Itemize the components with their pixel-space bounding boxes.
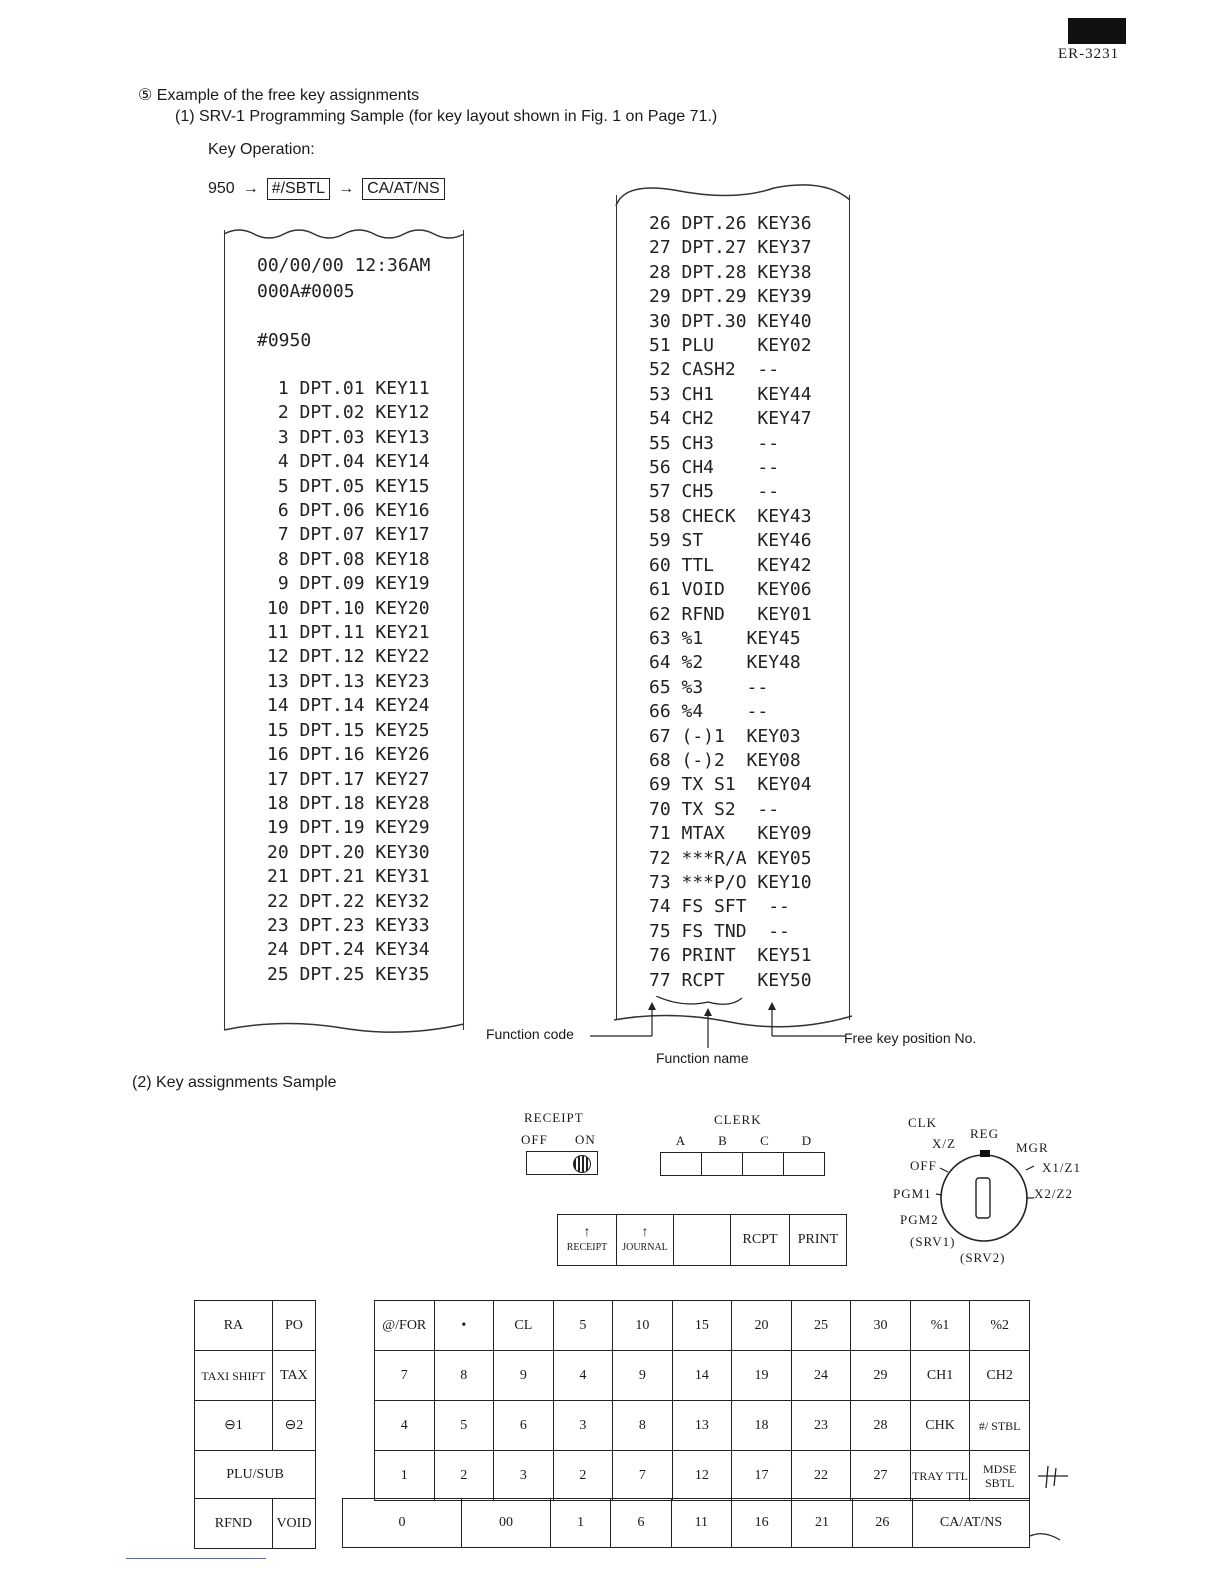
mode-pgm1: PGM1	[893, 1186, 932, 1201]
receipt-line: 29 DPT.29 KEY39	[649, 286, 812, 308]
key-po[interactable]: PO	[272, 1301, 315, 1351]
mode-key-dial[interactable]	[930, 1140, 1040, 1260]
key-ca-at-ns: CA/AT/NS	[362, 178, 445, 200]
receipt-line: 12 DPT.12 KEY22	[267, 646, 430, 668]
receipt-line: 14 DPT.14 KEY24	[267, 695, 430, 717]
receipt-line: 5 DPT.05 KEY15	[267, 475, 430, 497]
key-percent-1[interactable]: %1	[910, 1301, 970, 1351]
arrow-up-icon: ↑	[583, 1225, 591, 1240]
receipt-line: 68 (-)2 KEY08	[649, 749, 801, 771]
key-0[interactable]: 0	[343, 1499, 462, 1548]
receipt-switch-on: ON	[575, 1132, 596, 1147]
mode-reg: REG	[970, 1126, 999, 1141]
mode-off: OFF	[910, 1158, 937, 1173]
key-dept-27[interactable]: 27	[851, 1451, 911, 1501]
handwritten-mark-icon	[1034, 1462, 1074, 1492]
receipt-line: 17 DPT.17 KEY27	[267, 768, 430, 790]
keyboard-left	[194, 1300, 316, 1549]
receipt-line: 23 DPT.23 KEY33	[267, 914, 430, 936]
receipt-line: 26 DPT.26 KEY36	[649, 213, 812, 234]
key-dept-20[interactable]: 20	[732, 1301, 792, 1351]
receipt-line: 18 DPT.18 KEY28	[267, 792, 430, 814]
feed-print-keys	[557, 1214, 847, 1266]
key-dept-11[interactable]: 11	[671, 1499, 731, 1548]
handwritten-dash-icon	[1026, 1526, 1066, 1546]
receipt-line: 63 %1 KEY45	[649, 627, 801, 649]
receipt-line: 6 DPT.06 KEY16	[267, 500, 430, 522]
receipt-id: 000A#0005	[257, 281, 355, 302]
bottom-rule	[126, 1558, 266, 1559]
receipt-line: 10 DPT.10 KEY20	[267, 597, 430, 619]
receipt-left-lines	[267, 377, 430, 987]
key-dept-17[interactable]: 17	[732, 1451, 792, 1501]
mode-xz: X/Z	[932, 1136, 956, 1151]
key-dept-8[interactable]: 8	[613, 1401, 673, 1451]
receipt-line: 20 DPT.20 KEY30	[267, 841, 430, 863]
key-dept-4[interactable]: 4	[553, 1351, 613, 1401]
receipt-line: 77 RCPT KEY50	[649, 969, 812, 991]
receipt-line: 28 DPT.28 KEY38	[649, 261, 812, 283]
key-ra[interactable]: RA	[195, 1301, 273, 1351]
key-dept-16[interactable]: 16	[731, 1499, 791, 1548]
receipt-switch-off: OFF	[521, 1132, 548, 1147]
mode-mgr: MGR	[1016, 1140, 1049, 1155]
clerk-switch	[660, 1152, 825, 1176]
receipt-line: 3 DPT.03 KEY13	[267, 426, 430, 448]
clerk-label-d: D	[801, 1133, 813, 1148]
key-operation-label: Key Operation:	[208, 141, 315, 158]
clerk-switch-title: CLERK	[714, 1112, 762, 1127]
keyboard-main-bottom-row	[342, 1498, 1030, 1548]
receipt-line: 61 VOID KEY06	[649, 579, 812, 601]
blank-key[interactable]	[674, 1215, 731, 1266]
key-tray-ttl[interactable]: TRAY TTL	[910, 1451, 970, 1501]
receipt-line: 2 DPT.02 KEY12	[267, 402, 430, 424]
print-key[interactable]: PRINT	[790, 1215, 847, 1266]
key-dept-10[interactable]: 10	[613, 1301, 673, 1351]
model-number: ER-3231	[1058, 46, 1120, 62]
arrow-icon: →	[338, 180, 355, 197]
key-1[interactable]: 1	[375, 1451, 435, 1501]
key-ch2[interactable]: CH2	[970, 1351, 1030, 1401]
clerk-slot-a[interactable]	[660, 1152, 702, 1176]
key-dot[interactable]: •	[434, 1301, 494, 1351]
mode-srv2: (SRV2)	[960, 1250, 1006, 1265]
subsection-1-title: (1) SRV-1 Programming Sample (for key layout shown in Fig. 1 on Page 71.)	[175, 108, 718, 125]
key-dept-18[interactable]: 18	[732, 1401, 792, 1451]
key-8[interactable]: 8	[434, 1351, 494, 1401]
key-dept-21[interactable]: 21	[792, 1499, 852, 1548]
key-ca-at-ns[interactable]: CA/AT/NS	[913, 1499, 1030, 1548]
key-5[interactable]: 5	[434, 1401, 494, 1451]
key-dept-13[interactable]: 13	[672, 1401, 732, 1451]
arrow-icon: →	[242, 180, 259, 197]
mode-clk: CLK	[908, 1115, 937, 1130]
key-dept-7[interactable]: 7	[613, 1451, 673, 1501]
receipt-line: 1 DPT.01 KEY11	[267, 378, 430, 399]
receipt-line: 15 DPT.15 KEY25	[267, 719, 430, 741]
key-00[interactable]: 00	[462, 1499, 551, 1548]
key-dept-26[interactable]: 26	[852, 1499, 912, 1548]
rcpt-key[interactable]: RCPT	[731, 1215, 790, 1266]
key-at-for[interactable]: @/FOR	[375, 1301, 435, 1351]
clerk-labels	[660, 1133, 828, 1149]
key-plu-sub[interactable]: PLU/SUB	[195, 1451, 316, 1499]
receipt-line: 64 %2 KEY48	[649, 652, 801, 674]
key-cl[interactable]: CL	[494, 1301, 554, 1351]
journal-feed-label: JOURNAL	[622, 1242, 668, 1253]
subsection-2-title: (2) Key assignments Sample	[132, 1074, 337, 1091]
mode-x1z1: X1/Z1	[1042, 1160, 1081, 1175]
key-rfnd[interactable]: RFND	[195, 1499, 273, 1549]
section-title: ⑤ Example of the free key assignments	[138, 87, 420, 104]
receipt-line: 67 (-)1 KEY03	[649, 725, 801, 747]
key-op-code: 950	[208, 180, 235, 197]
receipt-line: 52 CASH2 --	[649, 359, 780, 381]
label-function-name: Function name	[656, 1050, 749, 1066]
mode-pgm2: PGM2	[900, 1212, 939, 1227]
receipt-line: 73 ***P/O KEY10	[649, 871, 812, 893]
receipt-line: 71 MTAX KEY09	[649, 823, 812, 845]
receipt-line: 59 ST KEY46	[649, 530, 812, 552]
key-mdse-sbtl[interactable]: MDSE SBTL	[970, 1451, 1030, 1501]
receipt-line: 56 CH4 --	[649, 457, 780, 479]
clerk-slot-b[interactable]	[702, 1152, 743, 1176]
receipt-line: 13 DPT.13 KEY23	[267, 670, 430, 692]
key-operation-sequence	[208, 178, 445, 200]
keyboard-main	[374, 1300, 1030, 1501]
key-sbtl[interactable]: #/ STBL	[970, 1401, 1030, 1451]
receipt-line: 21 DPT.21 KEY31	[267, 866, 430, 888]
mode-x2z2: X2/Z2	[1034, 1186, 1073, 1201]
receipt-line: 30 DPT.30 KEY40	[649, 310, 812, 332]
key-dept-6[interactable]: 6	[611, 1499, 671, 1548]
key-dept-22[interactable]: 22	[791, 1451, 851, 1501]
clerk-slot-d[interactable]	[784, 1152, 825, 1176]
key-dept-1[interactable]: 1	[551, 1499, 611, 1548]
receipt-line: 24 DPT.24 KEY34	[267, 939, 430, 961]
receipt-line: 69 TX S1 KEY04	[649, 774, 812, 796]
clerk-label-a: A	[675, 1133, 687, 1148]
receipt-left-bottom-edge	[222, 1010, 466, 1036]
clerk-label-b: B	[718, 1133, 728, 1148]
key-dept-2[interactable]: 2	[553, 1451, 613, 1501]
mode-srv1: (SRV1)	[910, 1234, 956, 1249]
receipt-line: 74 FS SFT --	[649, 896, 790, 918]
receipt-line: 60 TTL KEY42	[649, 554, 812, 576]
key-2[interactable]: 2	[434, 1451, 494, 1501]
receipt-line: 65 %3 --	[649, 676, 769, 698]
key-dept-29[interactable]: 29	[851, 1351, 911, 1401]
key-dept-19[interactable]: 19	[732, 1351, 792, 1401]
receipt-line: 76 PRINT KEY51	[649, 945, 812, 967]
key-dept-30[interactable]: 30	[851, 1301, 911, 1351]
key-percent-2[interactable]: %2	[970, 1301, 1030, 1351]
key-chk[interactable]: CHK	[910, 1401, 970, 1451]
receipt-left	[224, 230, 464, 1030]
key-dept-23[interactable]: 23	[791, 1401, 851, 1451]
receipt-line: 70 TX S2 --	[649, 798, 780, 820]
receipt-line: 54 CH2 KEY47	[649, 408, 812, 430]
receipt-line: 22 DPT.22 KEY32	[267, 890, 430, 912]
receipt-line: 27 DPT.27 KEY37	[649, 237, 812, 259]
key-dept-24[interactable]: 24	[791, 1351, 851, 1401]
key-dept-25[interactable]: 25	[791, 1301, 851, 1351]
model-logo-block	[1068, 18, 1126, 44]
key-dept-28[interactable]: 28	[851, 1401, 911, 1451]
clerk-label-c: C	[760, 1133, 770, 1148]
switch-knob-icon	[573, 1155, 591, 1173]
receipt-line: 57 CH5 --	[649, 481, 780, 503]
journal-feed-key[interactable]	[617, 1215, 674, 1266]
key-9[interactable]: 9	[494, 1351, 554, 1401]
receipt-feed-label: RECEIPT	[566, 1242, 608, 1253]
label-free-key-position: Free key position No.	[844, 1030, 977, 1046]
key-minus2[interactable]: ⊖2	[272, 1401, 315, 1451]
key-tax1-shift[interactable]: TAXI SHIFT	[195, 1351, 273, 1401]
receipt-line: 72 ***R/A KEY05	[649, 847, 812, 869]
receipt-line: 55 CH3 --	[649, 432, 780, 454]
key-tax[interactable]: TAX	[272, 1351, 315, 1401]
key-6[interactable]: 6	[494, 1401, 554, 1451]
key-sbtl: #/SBTL	[267, 178, 330, 200]
receipt-code: #0950	[257, 330, 312, 351]
receipt-right-lines	[649, 212, 812, 993]
receipt-line: 66 %4 --	[649, 701, 769, 723]
label-function-code: Function code	[486, 1026, 574, 1042]
key-dept-14[interactable]: 14	[672, 1351, 732, 1401]
receipt-line: 53 CH1 KEY44	[649, 383, 812, 405]
key-dept-9[interactable]: 9	[613, 1351, 673, 1401]
clerk-slot-c[interactable]	[743, 1152, 784, 1176]
receipt-line: 11 DPT.11 KEY21	[267, 622, 430, 644]
key-ch1[interactable]: CH1	[910, 1351, 970, 1401]
key-dept-5[interactable]: 5	[553, 1301, 613, 1351]
receipt-line: 4 DPT.04 KEY14	[267, 451, 430, 473]
key-minus1[interactable]: ⊖1	[195, 1401, 273, 1451]
receipt-line: 25 DPT.25 KEY35	[267, 963, 430, 985]
key-4[interactable]: 4	[375, 1401, 435, 1451]
receipt-line: 19 DPT.19 KEY29	[267, 817, 430, 839]
key-3[interactable]: 3	[494, 1451, 554, 1501]
receipt-line: 51 PLU KEY02	[649, 335, 812, 357]
receipt-switch[interactable]	[526, 1151, 598, 1175]
key-void[interactable]: VOID	[272, 1499, 315, 1549]
receipt-line: 7 DPT.07 KEY17	[267, 524, 430, 546]
receipt-feed-key[interactable]	[558, 1215, 617, 1266]
receipt-line: 8 DPT.08 KEY18	[267, 548, 430, 570]
receipt-line: 58 CHECK KEY43	[649, 505, 812, 527]
key-dept-3[interactable]: 3	[553, 1401, 613, 1451]
receipt-line: 16 DPT.16 KEY26	[267, 744, 430, 766]
receipt-switch-title: RECEIPT	[524, 1110, 584, 1125]
receipt-right	[616, 195, 850, 1020]
receipt-date: 00/00/00 12:36AM	[257, 255, 431, 276]
receipt-line: 62 RFND KEY01	[649, 603, 812, 625]
receipt-line: 75 FS TND --	[649, 920, 790, 942]
key-dept-12[interactable]: 12	[672, 1451, 732, 1501]
receipt-line: 9 DPT.09 KEY19	[267, 573, 430, 595]
key-dept-15[interactable]: 15	[672, 1301, 732, 1351]
arrow-up-icon: ↑	[641, 1225, 649, 1240]
key-7[interactable]: 7	[375, 1351, 435, 1401]
